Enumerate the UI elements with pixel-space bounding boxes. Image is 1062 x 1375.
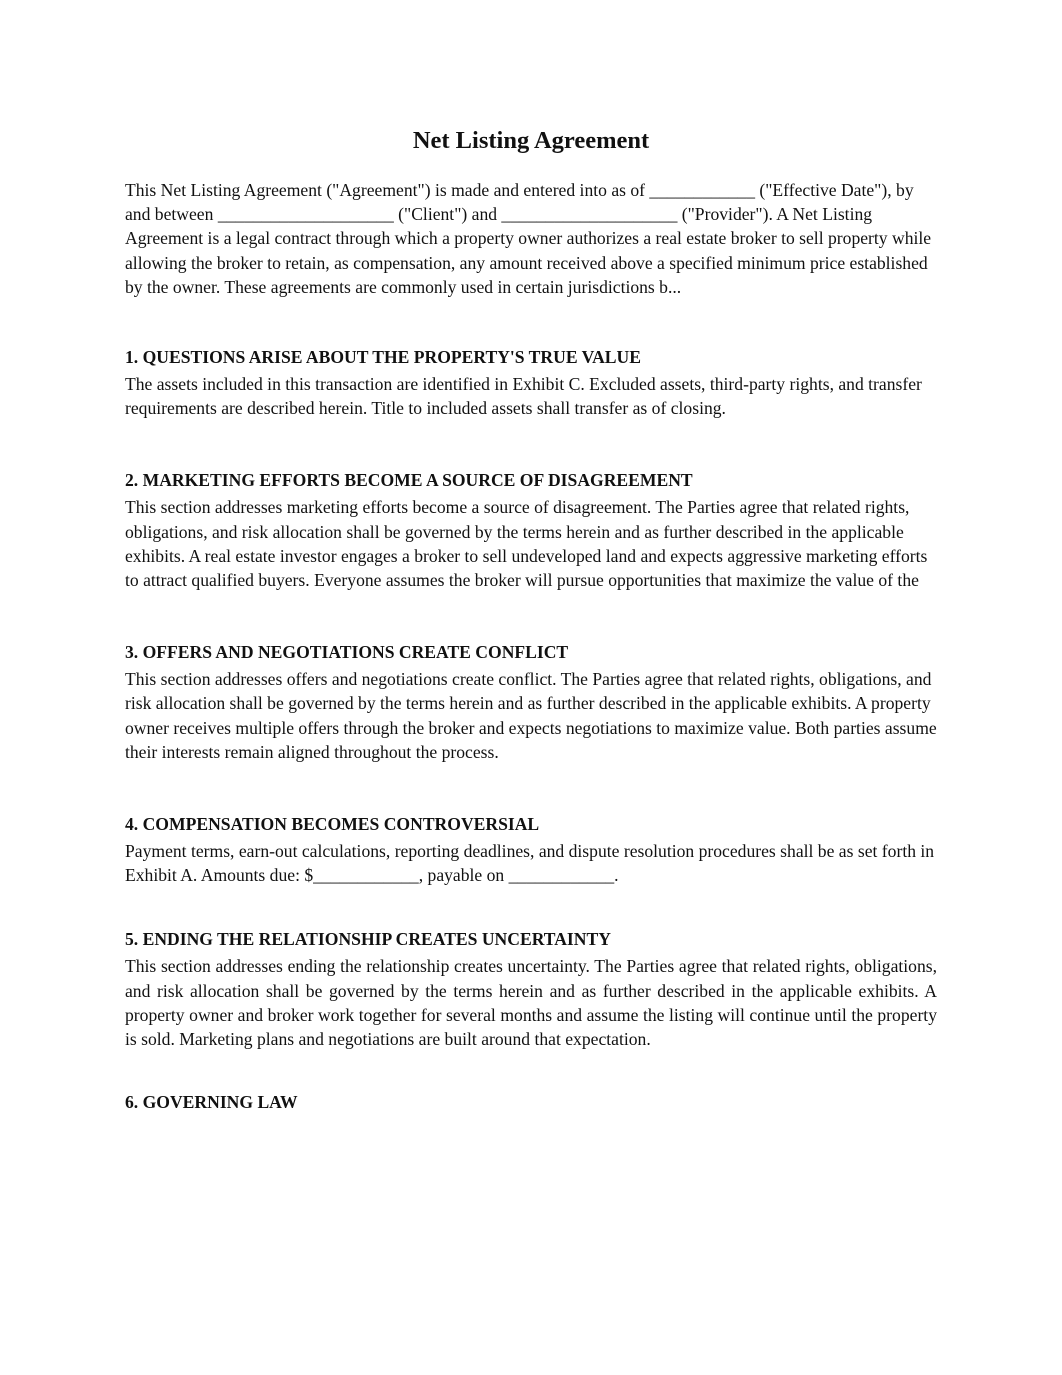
section-1: [125, 345, 937, 420]
section-heading: 2. MARKETING EFFORTS BECOME A SOURCE OF DISAGREEMENT: [125, 470, 693, 491]
section-heading: 4. COMPENSATION BECOMES CONTROVERSIAL: [125, 814, 540, 835]
section-body: This section addresses offers and negotiations create conflict. The Parties agree that related rights, obligations, and risk allocation shall be governed by the terms herein and as further described in the applicable exhibits. A property owner receives multiple offers through the broker and expects negotiations to maximize value. Both parties assume their interests remain aligned throughout the process.: [125, 669, 937, 762]
intro-paragraph: This Net Listing Agreement ("Agreement") is made and entered into as of ____________ ("Effective Date"), by and between ____________________ ("Client") and ____________________ ("Provider"). A Net Listing Agreement is a legal contract through which a property owner authorizes a real estate broker to sell property while allowing the broker to retain, as compensation, any amount received above a specified minimum price established by the owner. These agreements are commonly used in certain jurisdictions b...: [125, 180, 932, 297]
section-heading: 6. GOVERNING LAW: [125, 1092, 298, 1113]
section-2: [125, 468, 937, 592]
section-heading: 1. QUESTIONS ARISE ABOUT THE PROPERTY'S TRUE VALUE: [125, 347, 641, 368]
section-body: The assets included in this transaction are identified in Exhibit C. Excluded assets, third-party rights, and transfer requirements are described herein. Title to included assets shall transfer as of closing.: [125, 374, 922, 419]
section-4: [125, 812, 937, 887]
section-5: [125, 927, 937, 1051]
section-6: [125, 1090, 937, 1114]
section-3: [125, 640, 937, 764]
document-title: Net Listing Agreement: [412, 127, 650, 154]
section-body: This section addresses marketing efforts become a source of disagreement. The Parties agree that related rights, obligations, and risk allocation shall be governed by the terms herein and as further described in the applicable exhibits. A real estate investor engages a broker to sell undeveloped land and expects aggressive marketing efforts to attract qualified buyers. Everyone assumes the broker will pursue opportunities that maximize the value of the: [125, 497, 928, 591]
section-body: Payment terms, earn-out calculations, reporting deadlines, and dispute resolution procedures shall be as set forth in Exhibit A. Amounts due: $____________, payable on ____________.: [125, 841, 935, 886]
section-heading: 3. OFFERS AND NEGOTIATIONS CREATE CONFLICT: [125, 642, 569, 663]
section-heading: 5. ENDING THE RELATIONSHIP CREATES UNCERTAINTY: [125, 929, 611, 950]
section-body: This section addresses ending the relationship creates uncertainty. The Parties agree that related rights, obligations, and risk allocation shall be governed by the terms herein and as further described in the applicable exhibits. A property owner and broker work together for several months and assume the listing will continue until the property is sold. Marketing plans and negotiations are built around that expectation.: [125, 956, 937, 1050]
